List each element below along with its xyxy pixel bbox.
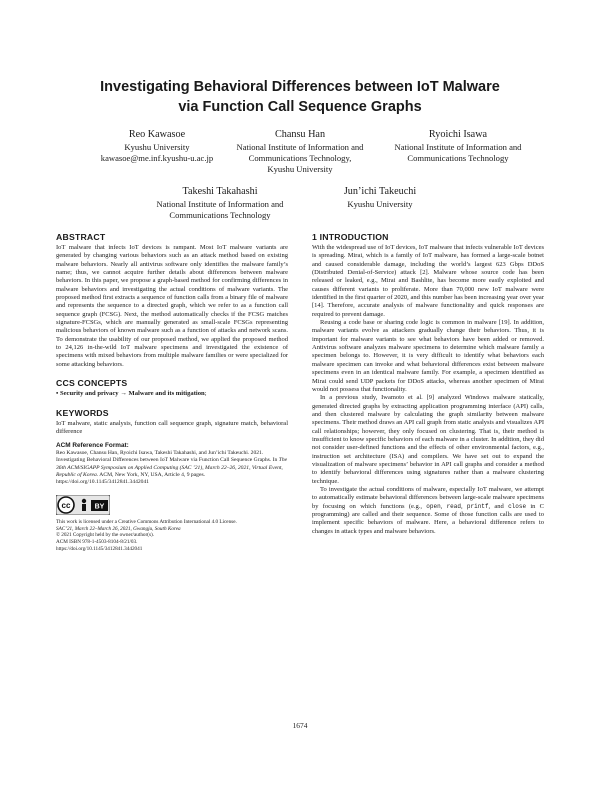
author-name: Takeshi Takahashi (182, 186, 258, 197)
footnote (56, 519, 288, 552)
intro-paragraph-4 (312, 486, 544, 536)
acm-reference-venue: The 36th ACM/SIGAPP Symposium on Applied Computing (SAC ’21), March 22–26, 2021, Virtual Event, Republic of Korea. (56, 457, 288, 478)
ccs-bullet: • Security and privacy (56, 390, 119, 398)
author-name: Ryoichi Isawa (428, 129, 488, 140)
function-printf: printf (466, 502, 489, 510)
intro-paragraph-3: In a previous study, Iwamoto et al. [9] analyzed Windows malware statically, generated directed graphs by extracting application programming interface (API) calls, and then clustered malware by calculating the graph similarity between malware specimens. Their method draws an API call graph from static analysis and visualizes API call relationships; however, they only focused on clustering. That is, their method is insufficient to know specific behaviors of each malware in a cluster. In addition, they did not consider user-defined functions and the effects of other environmental factors, e.g., instruction set architecture (ISA) and compilers. We have set out to expand the visualization of malware specimens’ behavior in API call graphs and consider a method to identify behavioral differences using signatures rather than a malware clustering technique. (312, 394, 544, 485)
author-affiliation: Kyushu University (267, 164, 333, 174)
right-column (312, 232, 544, 536)
function-close: close (508, 502, 527, 510)
intro-paragraph-1: With the widespread use of IoT devices, IoT malware that infects vulnerable IoT devices is spreading. Mirai, which is a family of IoT malware, has formed a large-scale botnet and caused considerable damage, including the world’s largest 623 Gbps DDoS (Distributed Denial-of-Service) attack [2]. Malware whose source code has been released or leaked, e.g., Mirai and Bashlite, has become more easily exploited and causes different variants to proliferate. More than 70,000 new IoT malware were identified in the first quarter of 2020, and this number has been increasing year over year [14]. Therefore, accurate analysis of malware functionality and quick responses are required to prevent damage. (312, 244, 544, 318)
copyright-note: © 2021 Copyright held by the owner/author(s). (56, 532, 155, 539)
ccs-concepts (56, 390, 288, 398)
author-affiliation: Communications Technology (169, 210, 271, 220)
acm-reference-heading: ACM Reference Format: (56, 442, 129, 450)
acm-reference-doi: ACM, New York, NY, USA, Article 4, 9 pages. https://doi.org/10.1145/3412841.3442041 (56, 471, 206, 485)
venue-note: SAC’21, March 22–March 26, 2021, Gwangju, South Korea (56, 525, 181, 532)
by-logo-text: BY (94, 503, 105, 511)
author-affiliation: National Institute of Information and (236, 142, 364, 152)
author-affiliation: Kyushu University (124, 142, 190, 152)
intro-p4-start: To investigate the actual conditions of malware, especially IoT malware, we attempt to automatically estimate behavioral differences between large-scale malware specimens by focusing on which functions (e.g., (312, 485, 544, 510)
paper-title (40, 77, 560, 117)
introduction-heading: 1 INTRODUCTION (312, 232, 389, 242)
creative-commons-by-icon (56, 495, 110, 515)
author-block-2 (220, 128, 380, 175)
author-block-3 (378, 128, 538, 164)
cc-license-row (56, 495, 288, 515)
author-name: Reo Kawasoe (128, 129, 186, 140)
author-block-5 (300, 185, 460, 210)
title-line-1: Investigating Behavioral Differences between IoT Malware (100, 79, 500, 95)
author-affiliation: Kyushu University (347, 199, 413, 209)
author-affiliation: Communications Technology (407, 153, 509, 163)
author-affiliation: Communications Technology, (248, 153, 352, 163)
author-affiliation: National Institute of Information and (156, 199, 284, 209)
author-name: Jun’ichi Takeuchi (343, 186, 417, 197)
keywords-text: IoT malware, static analysis, function call sequence graph, signature match, behavioral difference (56, 419, 288, 435)
abstract-text: IoT malware that infects IoT devices is rampant. Most IoT malware variants are generated by changing various behaviors such as an attack method based on existing malware behaviors. Nearly all antivirus software only identifies the malware family’s name; thus, we cannot acquire further details about differences between malware behaviors. In this paper, we propose a graph-based method for confirming differences in malware behaviors and investigating the actual conditions of malware variants. The proposed method first extracts a sequence of function calls from a binary file of malware and represents the sequence to a directed graph, which we refer to as a function call sequence graph (FCSG). Next, the method automatically checks if the FCSG matches signature-FCSGs, which are manually generated as small-scale FCSGs representing malicious behaviors of known malware such as a function of attacks and network scans. To demonstrate the usability of our proposed method, we applied the proposed method to 24,126 in-the-wild IoT malware specimens and investigated the existence of specimens with mixed behaviors from multiple malware families or were specialized for some attacking behaviors. (56, 244, 288, 368)
cc-logo-text: cc (61, 501, 71, 511)
left-column (56, 232, 288, 552)
author-affiliation: National Institute of Information and (394, 142, 522, 152)
acm-reference-text (56, 450, 288, 486)
acm-reference-authors: Reo Kawasoe, Chansu Han, Ryoichi Isawa, Takeshi Takahashi, and Jun’ichi Takeuchi. 2021. Investigating Behavioral Differences between IoT Malware via Function Call Sequence Graphs. In (56, 450, 279, 464)
author-name: Chansu Han (274, 129, 326, 140)
author-block-1 (82, 128, 232, 164)
function-read: read (446, 502, 461, 510)
sep: , and (488, 502, 509, 510)
abstract-heading: ABSTRACT (56, 232, 106, 242)
ccs-heading: CCS CONCEPTS (56, 378, 128, 389)
sep: , (440, 502, 447, 510)
intro-paragraph-2: Reusing a code base or sharing code logic is common in malware [19]. In addition, malware variants evolve as attackers gradually change their behaviors. Thus, it is important for malware variants to see what behaviors have been added or removed. Antivirus software analyzes malware specimens to determine which malware family a specimen belongs to. However, it is very difficult to identify what behaviors each malware specimen can invoke and what behavioral differences exist between malware specimens even in an identical malware family. For example, a specimen identified as Mirai could send UDP packets for DDoS attacks, whereas another specimen of Mirai would not possess that functionality. (312, 319, 544, 393)
ccs-concept: Malware and its mitigation (128, 390, 205, 398)
doi-note: https://doi.org/10.1145/3412841.3442041 (56, 545, 143, 552)
intro-p4-end: in C programming) are called and their sequence. Some of those function calls are used to implement specific behaviors of malware. Here, a behavioral difference refers to changes in attack types and malware behaviors. (312, 502, 545, 535)
page-number: 1674 (292, 721, 308, 730)
author-email: kawasoe@me.inf.kyushu-u.ac.jp (100, 153, 214, 163)
keywords-heading: KEYWORDS (56, 407, 109, 418)
sep: , (460, 502, 467, 510)
ccs-arrow: → (118, 390, 129, 398)
license-note: This work is licensed under a Creative Commons Attribution International 4.0 License. (56, 519, 237, 526)
function-open: open (426, 502, 441, 510)
author-block-4 (140, 185, 300, 221)
isbn-note: ACM ISBN 978-1-4503-8104-8/21/03. (56, 538, 138, 545)
ccs-end: ; (204, 390, 207, 398)
title-line-2: via Function Call Sequence Graphs (178, 99, 422, 115)
